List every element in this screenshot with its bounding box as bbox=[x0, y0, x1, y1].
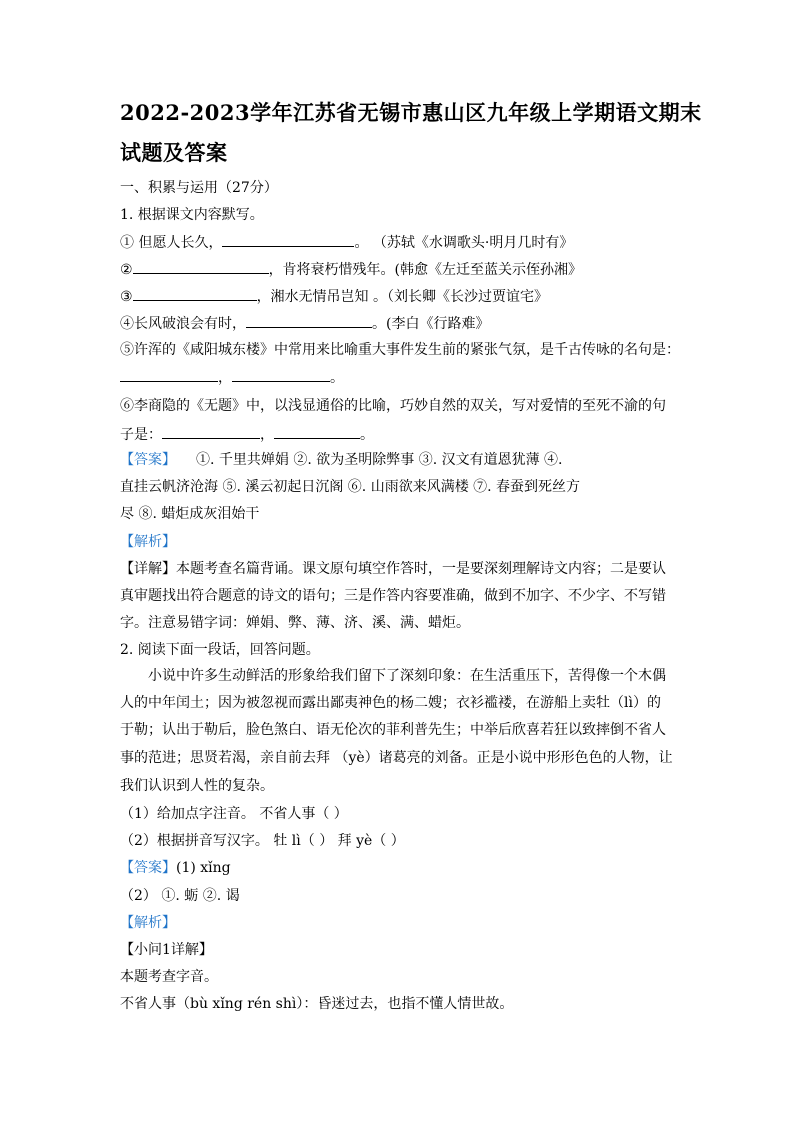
fill-blank[interactable] bbox=[162, 424, 260, 439]
fill-blank[interactable] bbox=[120, 367, 218, 382]
fill-blank[interactable] bbox=[246, 313, 372, 328]
question-2-passage-line-1: 小说中许多生动鲜活的形象给我们留下了深刻印象：在生活重压下，苦得像一个木偶 bbox=[148, 668, 666, 684]
question-1-answer-line-1 bbox=[120, 450, 680, 470]
question-1-item-6: ⑥李商隐的《无题》中，以浅显通俗的比喻，巧妙自然的双关，写对爱情的至死不渝的句 bbox=[120, 398, 666, 414]
item-end: 。 bbox=[360, 427, 374, 443]
question-2-passage-line-5: 我们认识到人性的复杂。 bbox=[120, 778, 274, 794]
answer-text: ①. 千里共婵娟 ②. 欲为圣明除弊事 ③. 汉文有道恩犹薄 ④. bbox=[196, 452, 563, 468]
question-1-item-4 bbox=[120, 313, 680, 334]
question-1-detail-line-3: 字。注意易错字词：婵娟、弊、薄、济、溪、满、蜡炬。 bbox=[120, 615, 470, 631]
question-1-answer-line-2: 直挂云帆济沧海 ⑤. 溪云初起日沉阁 ⑥. 山雨欲来风满楼 ⑦. 春蚕到死丝方 bbox=[120, 479, 581, 495]
question-1-detail-line-2: 真审题找出符合题意的诗文的语句；三是作答内容要准确，做到不加字、不少字、不写错 bbox=[120, 588, 666, 604]
item-text: ② bbox=[120, 262, 133, 278]
question-2-passage-line-3: 于勒；认出于勒后，脸色煞白、语无伦次的菲利普先生；中举后欣喜若狂以致摔倒不省人 bbox=[120, 722, 666, 738]
question-1-item-5: ⑤许浑的《咸阳城东楼》中常用来比喻重大事件发生前的紧张气氛，是千古传咏的名句是： bbox=[120, 342, 680, 358]
question-2-sub-2: （2）根据拼音写汉字。 牡 lì（ ） 拜 yè（ ） bbox=[120, 833, 405, 849]
question-2-analysis-label: 【解析】 bbox=[120, 915, 176, 931]
question-1-analysis-label: 【解析】 bbox=[120, 534, 176, 550]
item-text: ④长风破浪会有时， bbox=[120, 316, 246, 332]
fill-blank[interactable] bbox=[222, 232, 354, 247]
item-text: ③ bbox=[120, 289, 133, 305]
fill-blank[interactable] bbox=[133, 259, 269, 274]
document-title-line-1: 2022-2023学年江苏省无锡市惠山区九年级上学期语文期末 bbox=[120, 100, 702, 125]
answer-text: (1) xǐng bbox=[176, 860, 231, 876]
item-separator: ， bbox=[218, 370, 232, 386]
document-title-line-2: 试题及答案 bbox=[120, 140, 228, 165]
question-1-item-2 bbox=[120, 259, 680, 280]
question-1-answer-line-3: 尽 ⑧. 蜡炬成灰泪始干 bbox=[120, 506, 260, 522]
section-heading: 一、积累与运用（27分） bbox=[120, 180, 278, 196]
small-question-line-1: 本题考查字音。 bbox=[120, 969, 218, 985]
question-2-answer-line-1 bbox=[120, 858, 680, 878]
item-text: ① 但愿人长久， bbox=[120, 235, 223, 251]
question-1-detail-line-1 bbox=[120, 559, 680, 579]
small-question-line-2: 不省人事（bù xǐng rén shì）：昏迷过去，也指不懂人情世故。 bbox=[120, 996, 514, 1012]
fill-blank[interactable] bbox=[232, 367, 330, 382]
question-2-answer-line-2: （2） ①. 蛎 ②. 谒 bbox=[120, 888, 240, 904]
question-2-prompt: 2. 阅读下面一段话，回答问题。 bbox=[120, 642, 320, 658]
question-1-prompt: 1. 根据课文内容默写。 bbox=[120, 207, 264, 223]
fill-blank[interactable] bbox=[133, 286, 257, 301]
question-1-item-5-blanks bbox=[120, 367, 680, 388]
fill-blank[interactable] bbox=[274, 424, 360, 439]
question-2-passage-line-4: 事的范进；思贤若渴，亲自前去拜 （yè）诸葛亮的刘备。正是小说中形形色色的人物，让 bbox=[120, 750, 673, 766]
detail-label: 【详解】 bbox=[120, 561, 176, 577]
answer-label: 【答案】 bbox=[120, 860, 176, 876]
question-1-item-3 bbox=[120, 286, 680, 307]
detail-text: 本题考查名篇背诵。课文原句填空作答时，一是要深刻理解诗文内容；二是要认 bbox=[176, 561, 666, 577]
question-1-item-6-blanks bbox=[120, 424, 680, 445]
item-source: 。(李白《行路难》 bbox=[372, 316, 490, 332]
item-text: 子是： bbox=[120, 427, 162, 443]
small-question-label: 【小问1详解】 bbox=[120, 942, 213, 958]
question-1-item-1 bbox=[120, 232, 680, 253]
item-end: 。 bbox=[330, 370, 344, 386]
answer-label: 【答案】 bbox=[120, 452, 176, 468]
item-source: 。 （苏轼《水调歌头·明月几时有》 bbox=[354, 235, 574, 251]
question-2-passage-line-2: 人的中年闰土；因为被忽视而露出鄙夷神色的杨二嫂；衣衫褴褛，在游船上卖牡（lì）的 bbox=[120, 695, 661, 711]
question-2-sub-1: （1）给加点字注音。 不省人事（ ） bbox=[120, 806, 348, 822]
item-source: ，湘水无情吊岂知 。（刘长卿《长沙过贾谊宅》 bbox=[256, 289, 549, 305]
item-separator: ， bbox=[260, 427, 274, 443]
item-source: ，肯将衰朽惜残年。(韩愈《左迁至蓝关示侄孙湘》 bbox=[268, 262, 583, 278]
